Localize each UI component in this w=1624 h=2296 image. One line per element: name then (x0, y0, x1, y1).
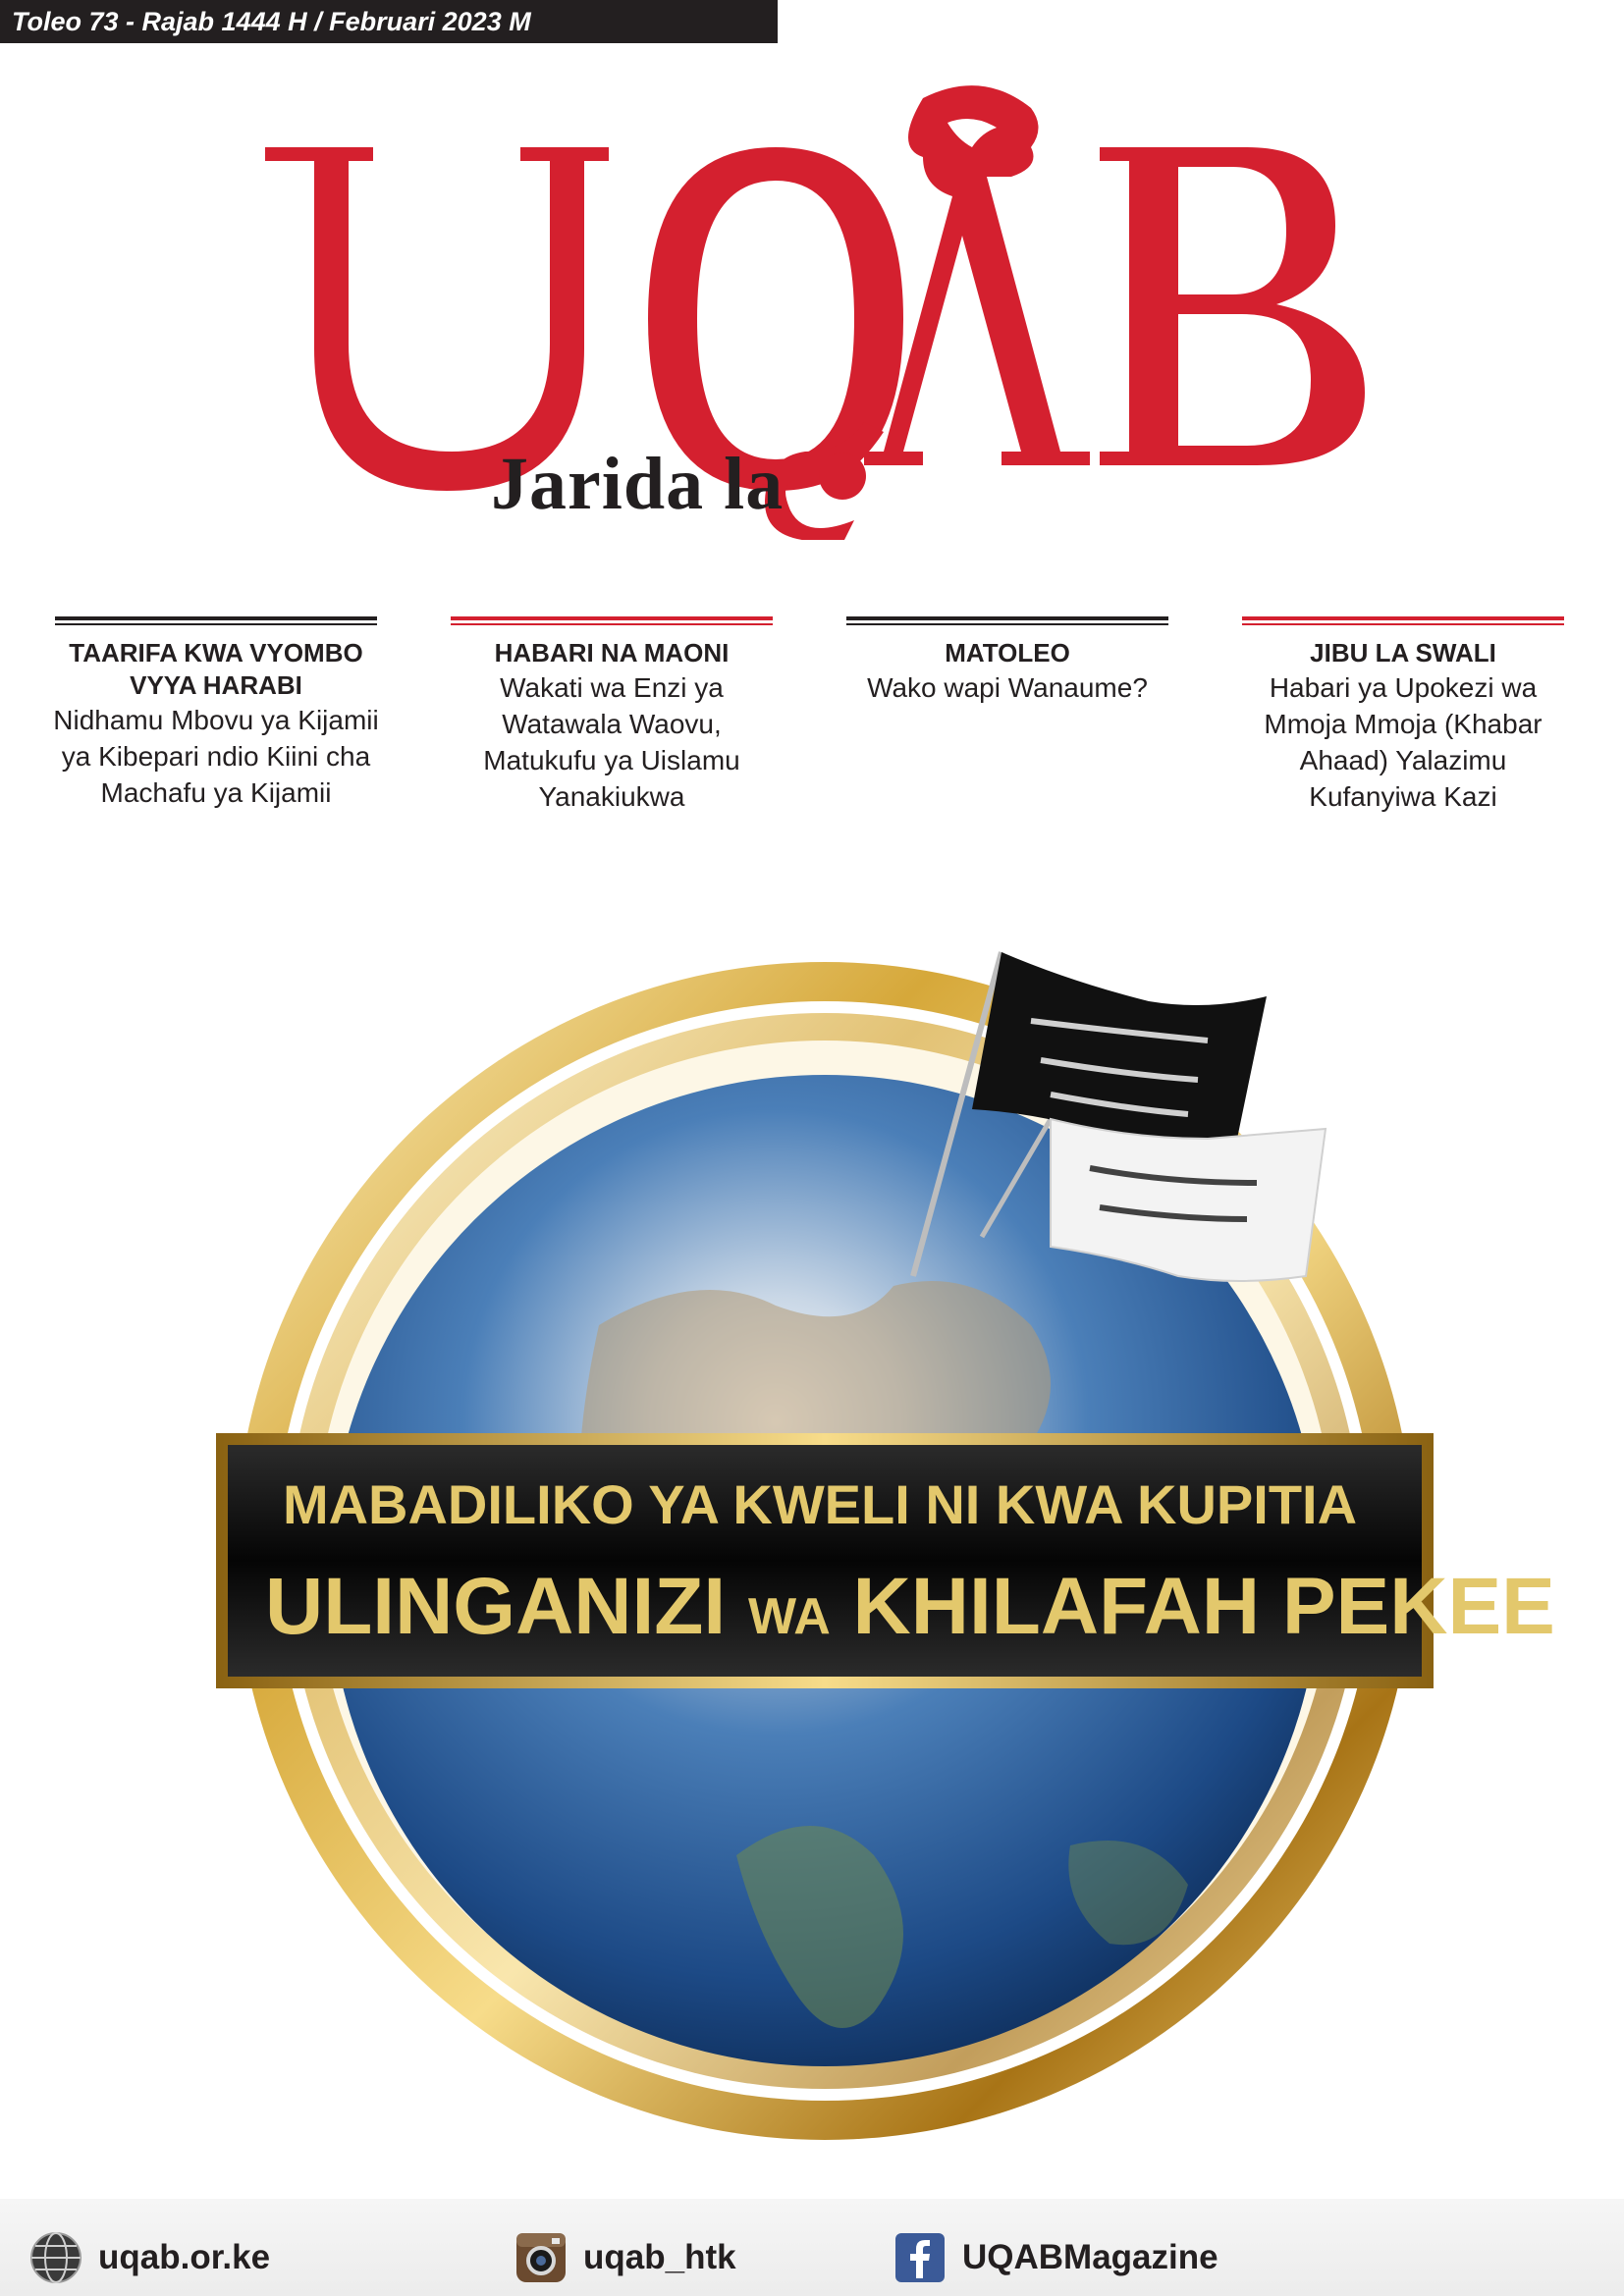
magazine-prefix: Jarida la (491, 443, 785, 525)
section-teaser[interactable] (49, 616, 383, 811)
section-teasers (39, 616, 1585, 852)
masthead (255, 79, 1394, 540)
instagram-label: uqab_htk (583, 2238, 736, 2276)
headline-line-1: MABADILIKO YA KWELI NI KWA KUPITIA (282, 1473, 1358, 1535)
uqab-logo (255, 79, 1394, 540)
section-heading: MATOLEO (945, 638, 1070, 667)
facebook-link[interactable] (893, 2228, 1218, 2287)
section-rule (1242, 616, 1564, 625)
section-headline: Wako wapi Wanaume? (867, 672, 1148, 703)
section-rule (846, 616, 1168, 625)
section-teaser[interactable] (1236, 616, 1570, 815)
headline-word-wa: WA (747, 1588, 831, 1645)
section-headline: Nidhamu Mbovu ya Kijamii ya Kibepari ndio Kiini cha Machafu ya Kijamii (53, 705, 379, 808)
headline-line-2 (265, 1561, 1555, 1653)
section-headline: Habari ya Upokezi wa Mmoja Mmoja (Khabar Ahaad) Yalazimu Kufanyiwa Kazi (1264, 672, 1543, 812)
section-teaser[interactable] (840, 616, 1174, 706)
footer-social-bar (0, 2199, 1624, 2296)
headline-word-khilafah: KHILAFAH PEKEE (852, 1562, 1555, 1651)
instagram-link[interactable] (514, 2228, 736, 2287)
section-rule (55, 616, 377, 625)
facebook-label: UQABMagazine (962, 2238, 1218, 2276)
issue-info-bar: Toleo 73 - Rajab 1444 H / Februari 2023 M (0, 0, 778, 43)
facebook-icon (893, 2231, 947, 2284)
section-heading: JIBU LA SWALI (1310, 638, 1496, 667)
headline-word-ulinganizi: ULINGANIZI (265, 1562, 727, 1651)
section-rule (451, 616, 773, 625)
website-link[interactable] (29, 2228, 270, 2287)
globe-icon (29, 2231, 82, 2284)
cover-illustration (187, 913, 1555, 2199)
globe-ring-illustration (187, 913, 1463, 2199)
section-heading: HABARI NA MAONI (494, 638, 730, 667)
website-label: uqab.or.ke (98, 2238, 271, 2276)
section-heading: TAARIFA KWA VYOMBO VYYA HARABI (69, 638, 363, 700)
instagram-icon (514, 2231, 568, 2284)
section-headline: Wakati wa Enzi ya Watawala Waovu, Matukufu ya Uislamu Yanakiukwa (483, 672, 740, 812)
section-teaser[interactable] (445, 616, 779, 815)
